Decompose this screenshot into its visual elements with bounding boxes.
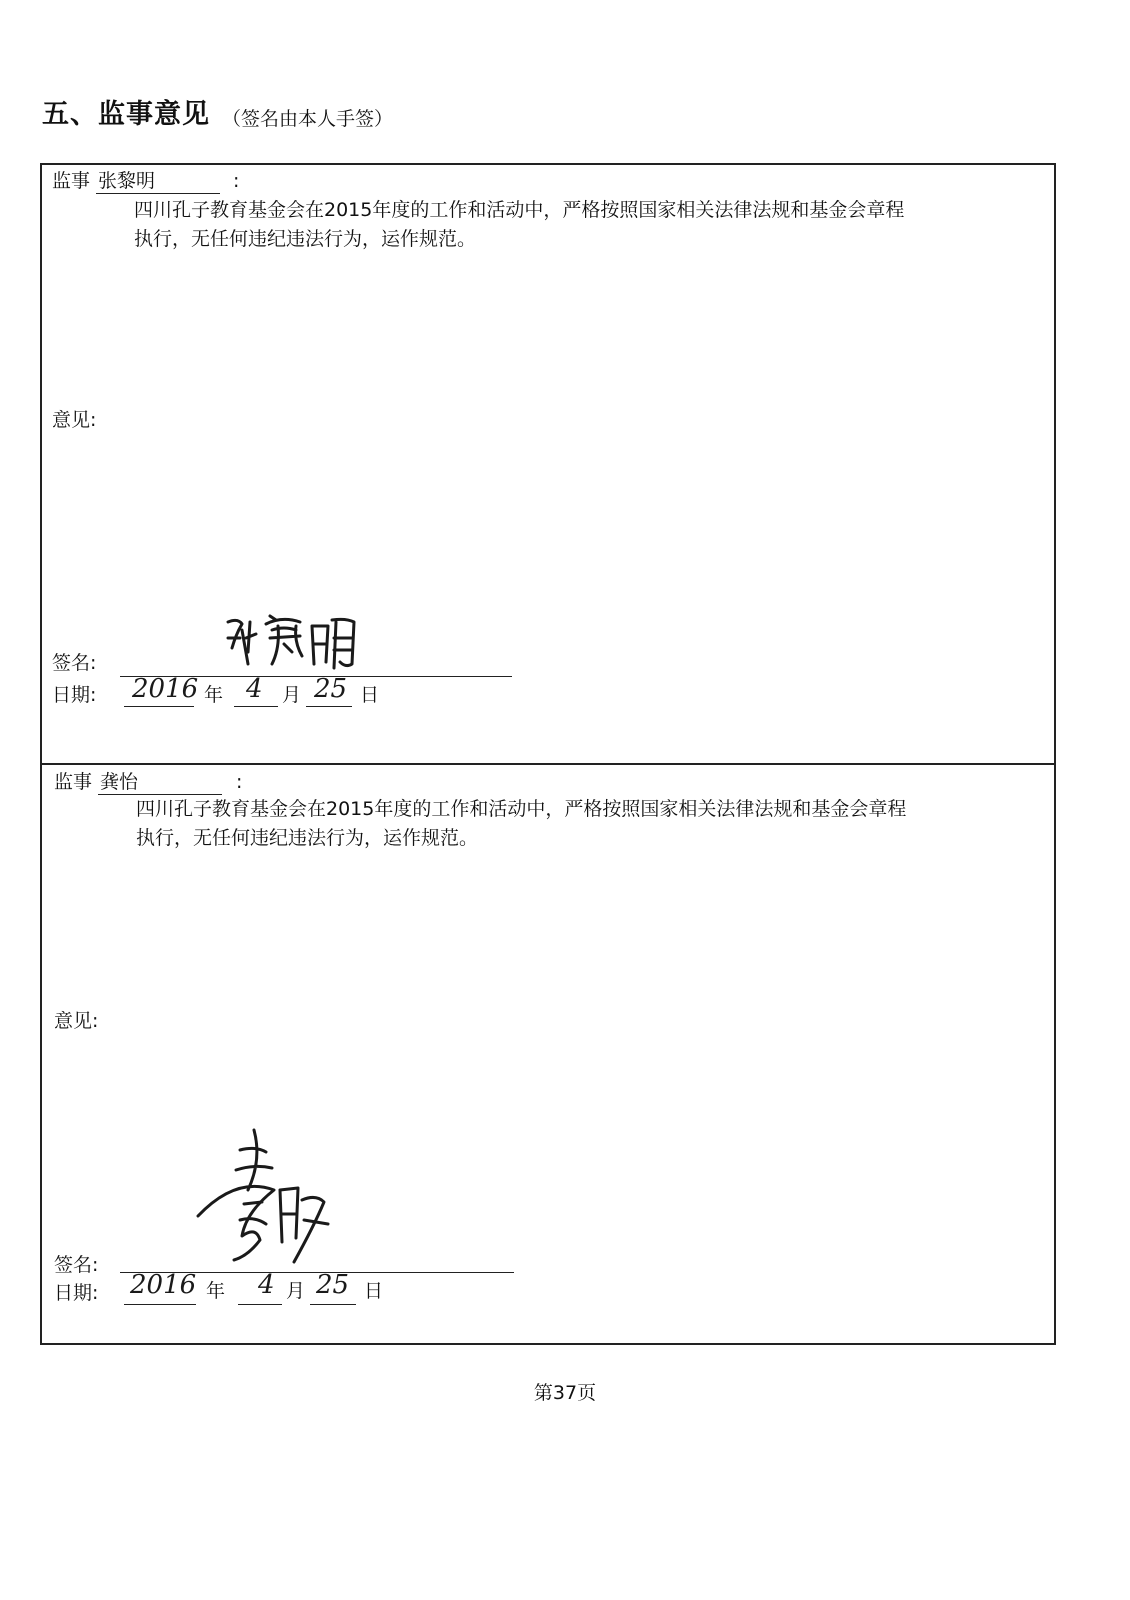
- section-title: 五、监事意见: [42, 99, 210, 130]
- date-year-label: 年: [204, 684, 224, 706]
- signature-label: 签名:: [52, 652, 97, 674]
- page-number: 第37页: [533, 1382, 597, 1404]
- date-day-underline: [310, 1304, 356, 1305]
- supervisor-prefix-label: 监事: [54, 771, 93, 793]
- supervisor-name-underline: [96, 193, 220, 194]
- supervisor-prefix-label: 监事: [52, 170, 91, 192]
- section-title-note: （签名由本人手签）: [222, 108, 394, 130]
- section-divider: [40, 763, 1056, 765]
- date-day-label: 日: [364, 1280, 384, 1302]
- date-month-handwritten: 4: [258, 1270, 275, 1300]
- statement-line-2: 执行，无任何违纪违法行为，运作规范。: [134, 228, 477, 250]
- date-day-handwritten: 25: [314, 674, 348, 704]
- date-day-label: 日: [360, 684, 380, 706]
- date-year-underline: [124, 1304, 196, 1305]
- signature-label: 签名:: [54, 1254, 99, 1276]
- opinion-label: 意见:: [54, 1010, 99, 1032]
- date-year-handwritten: 2016: [132, 674, 199, 704]
- date-month-handwritten: 4: [246, 674, 263, 704]
- supervisor-name: 张黎明: [98, 170, 156, 192]
- handwritten-signature: [196, 1120, 336, 1270]
- handwritten-signature: [222, 608, 362, 674]
- date-month-label: 月: [286, 1280, 306, 1302]
- date-month-underline: [238, 1304, 282, 1305]
- statement-line-1: 四川孔子教育基金会在2015年度的工作和活动中，严格按照国家相关法律法规和基金会章程: [136, 798, 907, 820]
- date-label: 日期:: [54, 1282, 99, 1304]
- statement-line-1: 四川孔子教育基金会在2015年度的工作和活动中，严格按照国家相关法律法规和基金会章程: [134, 199, 905, 221]
- date-month-underline: [234, 706, 278, 707]
- opinion-table: [40, 163, 1056, 1345]
- date-day-handwritten: 25: [316, 1270, 350, 1300]
- statement-line-2: 执行，无任何违纪违法行为，运作规范。: [136, 827, 479, 849]
- supervisor-name-colon: :: [236, 771, 243, 793]
- supervisor-name-colon: :: [233, 170, 240, 192]
- date-month-label: 月: [282, 684, 302, 706]
- date-year-underline: [124, 706, 194, 707]
- date-day-underline: [306, 706, 352, 707]
- supervisor-name: 龚怡: [100, 771, 139, 793]
- opinion-label: 意见:: [52, 409, 97, 431]
- date-year-label: 年: [206, 1280, 226, 1302]
- date-label: 日期:: [52, 684, 97, 706]
- date-year-handwritten: 2016: [130, 1270, 197, 1300]
